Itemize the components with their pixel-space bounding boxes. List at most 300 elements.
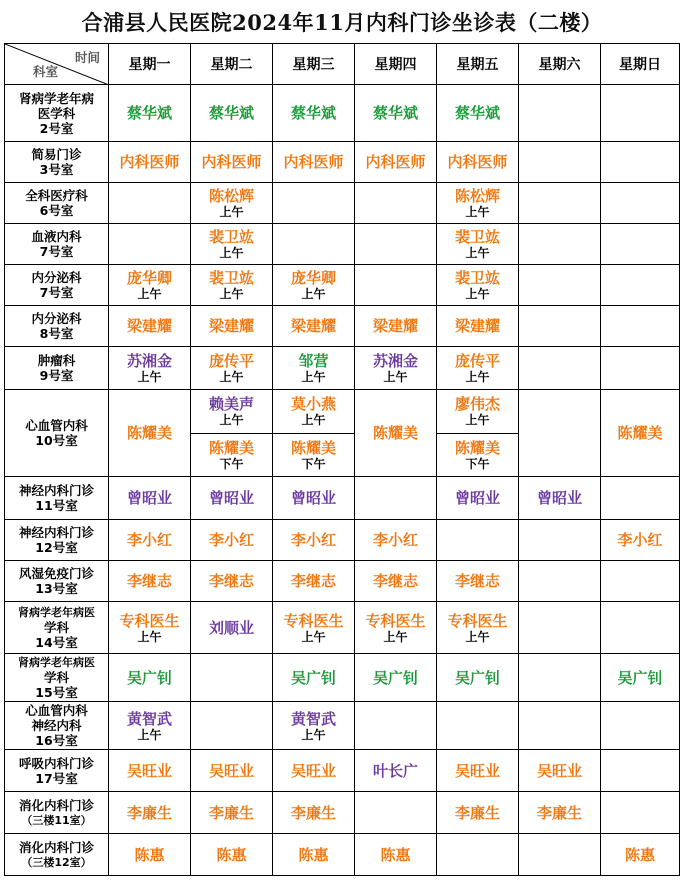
schedule-cell xyxy=(437,306,519,347)
day-header: 星期一 xyxy=(109,44,191,85)
department-cell xyxy=(5,224,109,265)
doctor-name: 李小红 xyxy=(290,531,336,549)
schedule-cell xyxy=(519,390,601,477)
department-label: 6号室 xyxy=(39,203,74,218)
department-label: 医学科 xyxy=(37,105,76,121)
schedule-cell xyxy=(109,347,191,390)
schedule-cell xyxy=(601,834,680,876)
session-note: 下午 xyxy=(301,456,326,471)
department-cell xyxy=(5,85,109,142)
schedule-cell xyxy=(519,306,601,347)
afternoon-slot xyxy=(437,434,518,477)
department-label: 17号室 xyxy=(35,770,78,786)
table-row xyxy=(5,702,680,750)
department-cell xyxy=(5,477,109,520)
schedule-cell xyxy=(109,224,191,265)
doctor-name: 李继志 xyxy=(208,572,254,590)
schedule-cell xyxy=(191,520,273,561)
schedule-cell xyxy=(109,702,191,750)
doctor-name: 吴旺业 xyxy=(536,761,582,780)
schedule-cell xyxy=(191,265,273,306)
schedule-cell xyxy=(273,834,355,876)
doctor-name: 曾昭业 xyxy=(208,489,254,507)
department-label: 15号室 xyxy=(35,685,78,700)
doctor-name: 李小红 xyxy=(126,531,172,549)
schedule-cell xyxy=(437,834,519,876)
department-label: （三楼12室） xyxy=(21,855,92,869)
department-label: 简易门诊 xyxy=(31,147,82,162)
schedule-cell xyxy=(191,792,273,834)
doctor-name: 陈耀美 xyxy=(290,438,336,457)
schedule-cell xyxy=(601,183,680,224)
schedule-cell xyxy=(437,85,519,142)
department-cell xyxy=(5,520,109,561)
doctor-name: 陈松辉 xyxy=(454,187,500,205)
doctor-name: 李小红 xyxy=(208,531,254,549)
doctor-name: 专科医生 xyxy=(447,611,508,630)
department-cell xyxy=(5,750,109,792)
schedule-cell xyxy=(601,520,680,561)
session-note: 上午 xyxy=(383,629,408,644)
schedule-cell xyxy=(191,561,273,602)
session-note: 上午 xyxy=(137,727,162,742)
session-note: 上午 xyxy=(219,370,244,384)
schedule-cell xyxy=(355,654,437,702)
schedule-cell xyxy=(273,477,355,520)
schedule-cell xyxy=(191,85,273,142)
schedule-cell xyxy=(355,183,437,224)
doctor-name: 曾昭业 xyxy=(536,489,582,507)
session-note: 上午 xyxy=(383,370,408,384)
schedule-cell xyxy=(519,750,601,792)
schedule-cell xyxy=(437,792,519,834)
schedule-cell xyxy=(273,702,355,750)
table-row xyxy=(5,654,680,702)
schedule-cell xyxy=(601,602,680,654)
day-header: 星期日 xyxy=(601,44,680,85)
afternoon-slot xyxy=(191,434,272,477)
doctor-name: 蔡华斌 xyxy=(208,104,254,122)
schedule-cell xyxy=(355,224,437,265)
page-title: 合浦县人民医院2024年11月内科门诊坐诊表（二楼） xyxy=(81,9,603,35)
doctor-name: 叶长广 xyxy=(372,761,418,780)
schedule-cell xyxy=(191,834,273,876)
schedule-cell xyxy=(437,602,519,654)
morning-slot xyxy=(191,390,272,434)
schedule-cell xyxy=(273,306,355,347)
doctor-name: 裴卫竑 xyxy=(454,269,500,287)
schedule-cell xyxy=(109,750,191,792)
doctor-name: 梁建耀 xyxy=(290,317,336,335)
doctor-name: 蔡华斌 xyxy=(454,104,500,122)
schedule-cell xyxy=(601,561,680,602)
doctor-name: 吴广钊 xyxy=(372,668,418,687)
schedule-cell xyxy=(437,142,519,183)
doctor-name: 黄智武 xyxy=(126,709,172,728)
session-note: 上午 xyxy=(219,287,244,301)
doctor-name: 吴广钊 xyxy=(454,668,500,687)
schedule-cell xyxy=(437,702,519,750)
doctor-name: 曾昭业 xyxy=(290,489,336,507)
corner-cell xyxy=(5,44,109,85)
doctor-name: 刘顺业 xyxy=(208,618,254,637)
schedule-cell xyxy=(191,477,273,520)
schedule-cell xyxy=(355,834,437,876)
day-header: 星期五 xyxy=(437,44,519,85)
department-label: 心血管内科 xyxy=(25,703,88,718)
schedule-cell xyxy=(355,602,437,654)
schedule-cell xyxy=(355,306,437,347)
doctor-name: 陈耀美 xyxy=(126,424,172,442)
schedule-cell xyxy=(601,85,680,142)
afternoon-slot xyxy=(273,434,354,477)
schedule-cell xyxy=(519,702,601,750)
schedule-cell xyxy=(109,183,191,224)
table-row xyxy=(5,224,680,265)
schedule-cell xyxy=(355,347,437,390)
department-label: 8号室 xyxy=(39,326,74,341)
schedule-cell xyxy=(601,306,680,347)
schedule-cell xyxy=(437,347,519,390)
doctor-name: 吴旺业 xyxy=(126,761,172,780)
department-cell xyxy=(5,347,109,390)
schedule-cell xyxy=(519,602,601,654)
doctor-name: 李廉生 xyxy=(454,803,500,822)
department-label: 学科 xyxy=(43,670,69,685)
doctor-name: 蔡华斌 xyxy=(372,104,418,122)
day-header: 星期四 xyxy=(355,44,437,85)
schedule-cell xyxy=(273,520,355,561)
schedule-cell xyxy=(601,390,680,477)
doctor-name: 吴旺业 xyxy=(454,761,500,780)
department-label: 风湿免疫门诊 xyxy=(18,566,94,581)
schedule-cell xyxy=(519,561,601,602)
schedule-cell xyxy=(273,265,355,306)
doctor-name: 李廉生 xyxy=(126,803,172,822)
doctor-name: 苏湘金 xyxy=(126,352,172,370)
session-note: 上午 xyxy=(465,246,490,260)
department-cell xyxy=(5,142,109,183)
session-note: 上午 xyxy=(465,287,490,301)
doctor-name: 赖美声 xyxy=(208,395,254,414)
doctor-name: 黄智武 xyxy=(290,709,336,728)
header-row xyxy=(5,44,680,85)
doctor-name: 吴广钊 xyxy=(126,668,172,687)
doctor-name: 陈惠 xyxy=(216,845,247,864)
department-label: 3号室 xyxy=(39,162,74,177)
department-cell xyxy=(5,702,109,750)
schedule-cell xyxy=(273,85,355,142)
schedule-cell xyxy=(191,390,273,477)
session-note: 上午 xyxy=(301,413,326,428)
department-label: 7号室 xyxy=(39,244,74,259)
schedule-cell xyxy=(437,183,519,224)
department-cell xyxy=(5,183,109,224)
doctor-name: 李继志 xyxy=(372,572,418,590)
session-note: 上午 xyxy=(301,287,326,301)
doctor-name: 蔡华斌 xyxy=(290,104,336,122)
schedule-cell xyxy=(273,561,355,602)
schedule-cell xyxy=(273,750,355,792)
schedule-cell xyxy=(191,602,273,654)
schedule-body xyxy=(5,85,680,876)
schedule-cell xyxy=(273,390,355,477)
session-note: 上午 xyxy=(301,727,326,742)
session-note: 上午 xyxy=(301,629,326,644)
schedule-cell xyxy=(437,224,519,265)
department-label: 神经内科门诊 xyxy=(18,483,94,498)
doctor-name: 内科医师 xyxy=(119,153,180,171)
department-label: 13号室 xyxy=(35,581,78,596)
schedule-cell xyxy=(601,477,680,520)
schedule-cell xyxy=(355,561,437,602)
schedule-cell xyxy=(519,477,601,520)
doctor-name: 庞传平 xyxy=(454,352,500,370)
doctor-name: 裴卫竑 xyxy=(208,228,254,246)
department-label: 16号室 xyxy=(35,733,78,748)
schedule-cell xyxy=(355,265,437,306)
day-header: 星期三 xyxy=(273,44,355,85)
table-row xyxy=(5,85,680,142)
schedule-cell xyxy=(273,602,355,654)
session-note: 上午 xyxy=(137,629,162,644)
session-note: 下午 xyxy=(219,456,244,471)
schedule-cell xyxy=(191,702,273,750)
doctor-name: 李廉生 xyxy=(536,803,582,822)
department-cell xyxy=(5,602,109,654)
doctor-name: 吴广钊 xyxy=(617,668,663,687)
doctor-name: 陈耀美 xyxy=(208,438,254,457)
department-label: 内分泌科 xyxy=(31,270,82,285)
department-label: 全科医疗科 xyxy=(25,188,88,203)
schedule-cell xyxy=(109,834,191,876)
schedule-table xyxy=(4,43,680,876)
department-label: 神经内科 xyxy=(31,718,82,733)
department-label: 消化内科门诊 xyxy=(18,839,94,855)
schedule-cell xyxy=(437,520,519,561)
doctor-name: 专科医生 xyxy=(283,611,344,630)
department-cell xyxy=(5,265,109,306)
schedule-cell xyxy=(109,265,191,306)
day-header: 星期二 xyxy=(191,44,273,85)
schedule-cell xyxy=(273,224,355,265)
schedule-cell xyxy=(191,306,273,347)
department-label: 呼吸内科门诊 xyxy=(18,755,94,771)
doctor-name: 李继志 xyxy=(126,572,172,590)
doctor-name: 苏湘金 xyxy=(372,352,418,370)
schedule-cell xyxy=(437,265,519,306)
schedule-cell xyxy=(355,477,437,520)
doctor-name: 陈惠 xyxy=(298,845,329,864)
schedule-cell xyxy=(109,602,191,654)
morning-slot xyxy=(437,390,518,434)
department-cell xyxy=(5,792,109,834)
session-note: 上午 xyxy=(219,246,244,260)
department-label: 9号室 xyxy=(39,368,74,383)
doctor-name: 梁建耀 xyxy=(208,317,254,335)
schedule-cell xyxy=(109,792,191,834)
doctor-name: 陈惠 xyxy=(134,845,165,864)
department-label: 消化内科门诊 xyxy=(18,797,94,813)
schedule-cell xyxy=(273,654,355,702)
schedule-cell xyxy=(191,654,273,702)
department-label: 肾病学老年病医 xyxy=(18,606,95,619)
doctor-name: 陈惠 xyxy=(624,845,655,864)
department-label: 12号室 xyxy=(35,540,78,555)
doctor-name: 李继志 xyxy=(290,572,336,590)
schedule-cell xyxy=(519,265,601,306)
morning-slot xyxy=(273,390,354,434)
department-label: 肿瘤科 xyxy=(37,353,76,368)
doctor-name: 内科医师 xyxy=(447,153,508,171)
schedule-cell xyxy=(519,183,601,224)
table-row xyxy=(5,265,680,306)
schedule-cell xyxy=(273,183,355,224)
schedule-cell xyxy=(109,654,191,702)
table-row xyxy=(5,306,680,347)
schedule-cell xyxy=(191,224,273,265)
schedule-cell xyxy=(437,561,519,602)
department-label: 心血管内科 xyxy=(25,418,88,433)
doctor-name: 裴卫竑 xyxy=(454,228,500,246)
session-note: 下午 xyxy=(465,456,490,471)
schedule-cell xyxy=(191,750,273,792)
doctor-name: 庞传平 xyxy=(208,352,254,370)
schedule-cell xyxy=(109,390,191,477)
department-label: 10号室 xyxy=(35,433,78,448)
doctor-name: 邹营 xyxy=(298,352,329,370)
schedule-cell xyxy=(109,85,191,142)
department-cell xyxy=(5,654,109,702)
schedule-cell xyxy=(519,347,601,390)
doctor-name: 裴卫竑 xyxy=(208,269,254,287)
schedule-cell xyxy=(109,477,191,520)
doctor-name: 梁建耀 xyxy=(126,317,172,335)
doctor-name: 莫小燕 xyxy=(290,395,336,414)
doctor-name: 陈耀美 xyxy=(454,438,500,457)
schedule-cell xyxy=(355,142,437,183)
doctor-name: 李小红 xyxy=(372,531,418,549)
table-row xyxy=(5,561,680,602)
department-cell xyxy=(5,561,109,602)
schedule-cell xyxy=(437,390,519,477)
schedule-cell xyxy=(601,750,680,792)
session-note: 上午 xyxy=(465,413,490,428)
corner-time-label: 时间 xyxy=(74,50,100,65)
doctor-name: 蔡华斌 xyxy=(126,104,172,122)
schedule-cell xyxy=(601,792,680,834)
doctor-name: 陈耀美 xyxy=(617,424,663,442)
schedule-cell xyxy=(355,390,437,477)
session-note: 上午 xyxy=(465,629,490,644)
department-label: 14号室 xyxy=(35,635,78,650)
department-label: 11号室 xyxy=(35,498,78,513)
schedule-cell xyxy=(109,520,191,561)
doctor-name: 专科医生 xyxy=(119,611,180,630)
schedule-cell xyxy=(519,834,601,876)
doctor-name: 庞华卿 xyxy=(290,269,336,287)
doctor-name: 陈松辉 xyxy=(208,187,254,205)
session-note: 上午 xyxy=(465,370,490,384)
session-note: 上午 xyxy=(137,287,162,301)
table-row xyxy=(5,520,680,561)
table-row xyxy=(5,347,680,390)
schedule-cell xyxy=(601,654,680,702)
department-label: 神经内科门诊 xyxy=(18,525,94,540)
schedule-cell xyxy=(109,561,191,602)
schedule-cell xyxy=(519,520,601,561)
schedule-cell xyxy=(601,265,680,306)
department-label: 学科 xyxy=(43,620,69,635)
department-label: 肾病学老年病医 xyxy=(18,656,95,669)
doctor-name: 梁建耀 xyxy=(454,317,500,335)
table-row xyxy=(5,390,680,477)
schedule-cell xyxy=(273,142,355,183)
session-note: 上午 xyxy=(219,413,244,428)
department-label: 7号室 xyxy=(39,285,74,300)
schedule-cell xyxy=(191,183,273,224)
doctor-name: 李廉生 xyxy=(208,803,254,822)
schedule-cell xyxy=(519,142,601,183)
schedule-cell xyxy=(355,750,437,792)
schedule-cell xyxy=(191,347,273,390)
schedule-cell xyxy=(355,85,437,142)
schedule-cell xyxy=(109,306,191,347)
department-label: 2号室 xyxy=(39,120,74,136)
doctor-name: 李廉生 xyxy=(290,803,336,822)
day-header: 星期六 xyxy=(519,44,601,85)
schedule-cell xyxy=(437,654,519,702)
table-row xyxy=(5,183,680,224)
doctor-name: 廖伟杰 xyxy=(454,395,500,414)
schedule-cell xyxy=(355,792,437,834)
schedule-cell xyxy=(273,347,355,390)
schedule-cell xyxy=(109,142,191,183)
doctor-name: 专科医生 xyxy=(365,611,426,630)
table-row xyxy=(5,142,680,183)
doctor-name: 内科医师 xyxy=(365,153,426,171)
schedule-cell xyxy=(601,142,680,183)
session-note: 上午 xyxy=(137,370,162,384)
schedule-cell xyxy=(601,702,680,750)
department-cell xyxy=(5,390,109,477)
department-cell xyxy=(5,306,109,347)
doctor-name: 李继志 xyxy=(454,572,500,590)
schedule-cell xyxy=(437,750,519,792)
schedule-cell xyxy=(519,85,601,142)
schedule-cell xyxy=(519,224,601,265)
schedule-cell xyxy=(437,477,519,520)
doctor-name: 梁建耀 xyxy=(372,317,418,335)
table-row xyxy=(5,792,680,834)
doctor-name: 曾昭业 xyxy=(454,489,500,507)
department-label: 内分泌科 xyxy=(31,311,82,326)
table-row xyxy=(5,834,680,876)
session-note: 上午 xyxy=(301,370,326,384)
doctor-name: 曾昭业 xyxy=(126,489,172,507)
schedule-cell xyxy=(273,792,355,834)
department-label: 血液内科 xyxy=(31,229,82,244)
schedule-cell xyxy=(601,224,680,265)
table-row xyxy=(5,477,680,520)
schedule-cell xyxy=(191,142,273,183)
doctor-name: 内科医师 xyxy=(201,153,262,171)
schedule-cell xyxy=(355,520,437,561)
doctor-name: 内科医师 xyxy=(283,153,344,171)
doctor-name: 庞华卿 xyxy=(126,269,172,287)
department-cell xyxy=(5,834,109,876)
doctor-name: 陈耀美 xyxy=(372,424,418,442)
